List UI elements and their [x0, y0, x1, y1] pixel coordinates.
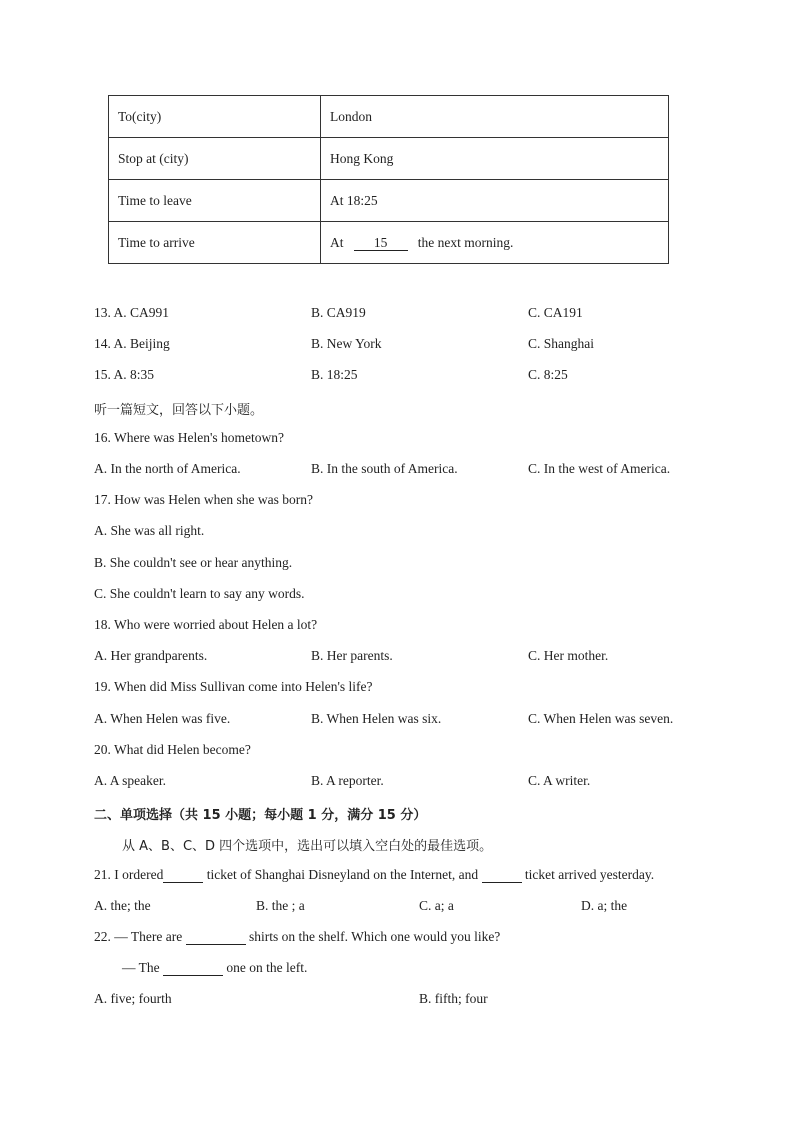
answer-blank-15: 15 [354, 236, 408, 251]
arrive-suffix: the next morning. [417, 234, 514, 250]
table-cell-value [321, 222, 669, 264]
q21-option-b: B. the ; a [256, 898, 305, 913]
table-row [109, 96, 669, 138]
q19-option-b: B. When Helen was six. [311, 711, 442, 726]
q17-option-c: C. She couldn't learn to say any words. [94, 586, 305, 601]
table-row [109, 222, 669, 264]
q13-option-c: C. CA191 [528, 305, 583, 320]
q14-option-c: C. Shanghai [528, 336, 594, 351]
q15-option-c: C. 8:25 [528, 367, 568, 382]
q22-line1-part1: 22. — There are [94, 929, 183, 944]
q19-option-c: C. When Helen was seven. [528, 711, 674, 726]
q19-stem: 19. When did Miss Sullivan come into Helen's life? [94, 679, 373, 694]
section-2-instruction: 从 A、B、C、D 四个选项中，选出可以填入空白处的最佳选项。 [122, 839, 493, 854]
section-2-title: 二、单项选择（共 15 小题；每小题 1 分，满分 15 分） [94, 808, 427, 823]
q20-stem: 20. What did Helen become? [94, 742, 251, 757]
arrive-prefix: At [330, 234, 344, 250]
q16-option-a: A. In the north of America. [94, 461, 241, 476]
table-cell-label: To(city) [109, 96, 321, 138]
answer-blank [186, 930, 246, 945]
q20-option-a: A. A speaker. [94, 773, 166, 788]
table-cell-value: London [321, 96, 669, 138]
q22-option-a: A. five; fourth [94, 991, 172, 1006]
table-cell-label: Time to leave [109, 180, 321, 222]
q22-line1-part2: shirts on the shelf. Which one would you like? [248, 929, 501, 944]
table-cell-value: At 18:25 [321, 180, 669, 222]
q18-stem: 18. Who were worried about Helen a lot? [94, 617, 318, 632]
q17-option-a: A. She was all right. [94, 523, 205, 538]
q13-option-a: 13. A. CA991 [94, 305, 170, 320]
q22-stem-line1 [94, 929, 500, 945]
answer-blank [163, 868, 203, 883]
q16-option-b: B. In the south of America. [311, 461, 458, 476]
q21-option-c: C. a; a [419, 898, 454, 913]
q17-option-b: B. She couldn't see or hear anything. [94, 555, 293, 570]
q22-line2-part1: — The [122, 960, 160, 975]
table-row [109, 180, 669, 222]
q21-stem-part1: 21. I ordered [94, 867, 164, 882]
q14-option-a: 14. A. Beijing [94, 336, 170, 351]
q13-option-b: B. CA919 [311, 305, 366, 320]
q21-stem-part3: ticket arrived yesterday. [524, 867, 655, 882]
passage-instruction: 听一篇短文，回答以下小题。 [94, 403, 264, 418]
q20-option-c: C. A writer. [528, 773, 591, 788]
q17-stem: 17. How was Helen when she was born? [94, 492, 313, 507]
q21-stem [94, 867, 654, 883]
q22-option-b: B. fifth; four [419, 991, 488, 1006]
table-cell-value: Hong Kong [321, 138, 669, 180]
q16-option-c: C. In the west of America. [528, 461, 671, 476]
q20-option-b: B. A reporter. [311, 773, 384, 788]
q14-option-b: B. New York [311, 336, 382, 351]
q22-stem-line2 [122, 960, 307, 976]
q18-option-c: C. Her mother. [528, 648, 609, 663]
q18-option-a: A. Her grandparents. [94, 648, 208, 663]
table-cell-label: Stop at (city) [109, 138, 321, 180]
q16-stem: 16. Where was Helen's hometown? [94, 430, 285, 445]
table-row [109, 138, 669, 180]
q21-option-d: D. a; the [581, 898, 628, 913]
q21-stem-part2: ticket of Shanghai Disneyland on the Internet, and [206, 867, 479, 882]
table-cell-label: Time to arrive [109, 222, 321, 264]
answer-blank [163, 961, 223, 976]
q15-option-a: 15. A. 8:35 [94, 367, 155, 382]
q18-option-b: B. Her parents. [311, 648, 393, 663]
q22-line2-part2: one on the left. [226, 960, 308, 975]
q15-option-b: B. 18:25 [311, 367, 358, 382]
answer-blank [482, 868, 522, 883]
q21-option-a: A. the; the [94, 898, 151, 913]
q19-option-a: A. When Helen was five. [94, 711, 231, 726]
flight-info-table [108, 95, 669, 264]
